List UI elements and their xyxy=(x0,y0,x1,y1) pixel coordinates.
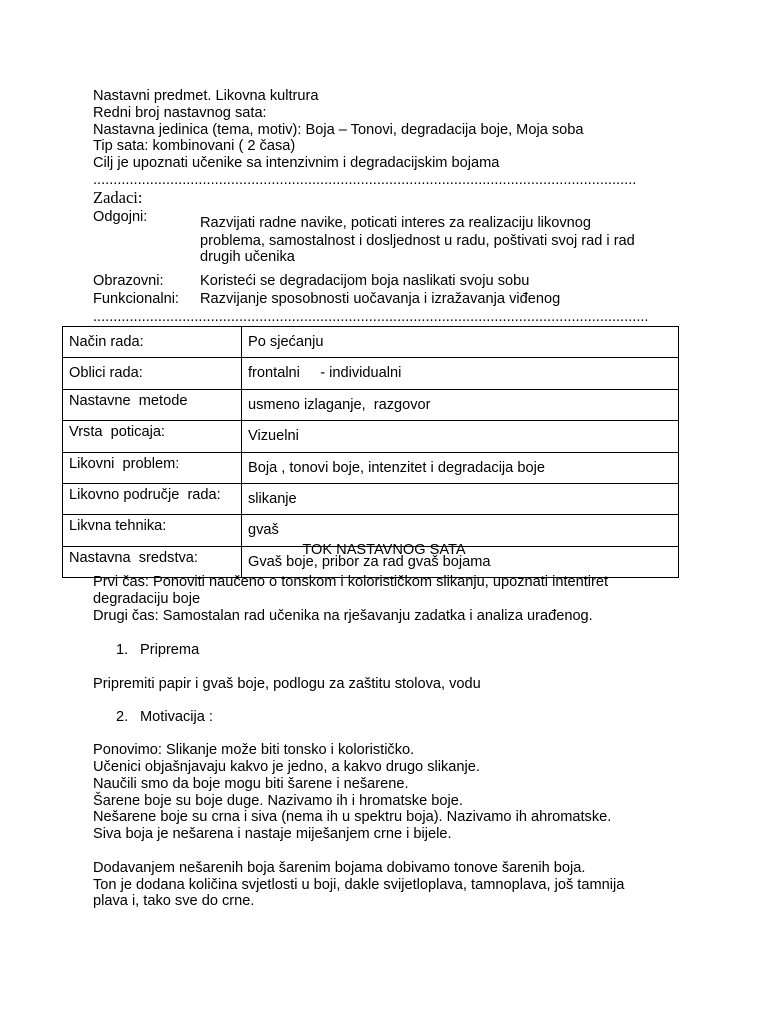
instructional-text: Koristeći se degradacijom boja naslikati svoju sobu xyxy=(200,273,530,289)
adding-line: Dodavanjem nešarenih boja šarenim bojama dobivamo tonove šarenih boja. xyxy=(93,860,586,876)
table-row xyxy=(63,358,679,389)
educational-text-line: Razvijati radne navike, poticati interes za realizaciju likovnog xyxy=(200,215,591,231)
adding-line: Ton je dodana količina svjetlosti u boji, dakle svijetloplava, tamnoplava, još tamnija xyxy=(93,877,625,893)
motivation-line: Naučili smo da boje mogu biti šarene i nešarene. xyxy=(93,776,409,792)
adding-line: plava i, tako sve do crne. xyxy=(93,893,255,909)
lesson-info-table xyxy=(62,326,679,578)
instructional-label: Obrazovni: xyxy=(93,273,164,289)
table-label: Nastavne metode xyxy=(63,389,242,420)
motivation-line: Siva boja je nešarena i nastaje miješanjem crne i bijele. xyxy=(93,826,452,842)
table-value: Gvaš boje, pribor za rad gvaš bojama xyxy=(242,546,679,577)
section-title: TOK NASTAVNOG SATA xyxy=(302,542,466,558)
table-row xyxy=(63,389,679,420)
first-class-text: Prvi čas: Ponoviti naučeno o tonskom i kolorističkom slikanju, upoznati intentiret xyxy=(93,574,609,590)
list-number: 1. xyxy=(116,642,129,658)
goal-line: Cilj je upoznati učenike sa intenzivnim i degradacijskim bojama xyxy=(93,155,500,171)
step-preparation: Priprema xyxy=(140,642,200,658)
preparation-text: Pripremiti papir i gvaš boje, podlogu za zaštitu stolova, vodu xyxy=(93,676,481,692)
list-number: 2. xyxy=(116,709,129,725)
table-label: Likvna tehnika: xyxy=(63,515,242,546)
table-label: Oblici rada: xyxy=(63,358,242,389)
table-value: slikanje xyxy=(242,483,679,514)
motivation-line: Učenici objašnjavaju kakvo je jedno, a kakvo drugo slikanje. xyxy=(93,759,480,775)
table-value: frontalni - individualni xyxy=(242,358,679,389)
motivation-line: Ponovimo: Slikanje može biti tonsko i kolorističko. xyxy=(93,742,415,758)
table-row xyxy=(63,483,679,514)
second-class-text: Drugi čas: Samostalan rad učenika na rješavanju zadatka i analiza urađenog. xyxy=(93,608,593,624)
educational-label: Odgojni: xyxy=(93,209,148,225)
table-row xyxy=(63,452,679,483)
table-value: Vizuelni xyxy=(242,421,679,452)
tasks-heading: Zadaci: xyxy=(93,188,143,207)
motivation-line: Nešarene boje su crna i siva (nema ih u spektru boja). Nazivamo ih ahromatske. xyxy=(93,809,612,825)
table-value: Boja , tonovi boje, intenzitet i degradacija boje xyxy=(242,452,679,483)
table-value: Po sjećanju xyxy=(242,327,679,358)
table-value: usmeno izlaganje, razgovor xyxy=(242,389,679,420)
table-label: Nastavna sredstva: xyxy=(63,546,242,577)
table-label: Vrsta poticaja: xyxy=(63,421,242,452)
table-value: gvaš xyxy=(242,515,679,546)
dotted-separator: ......................................................................................................................................... xyxy=(93,309,649,325)
educational-text-line: drugih učenika xyxy=(200,249,295,265)
table-label: Likovni problem: xyxy=(63,452,242,483)
table-row xyxy=(63,421,679,452)
motivation-line: Šarene boje su boje duge. Nazivamo ih i hromatske boje. xyxy=(93,793,463,809)
table-row xyxy=(63,327,679,358)
teaching-unit-line: Nastavna jedinica (tema, motiv): Boja – Tonovi, degradacija boje, Moja soba xyxy=(93,122,584,138)
table-label: Način rada: xyxy=(63,327,242,358)
step-motivation: Motivacija : xyxy=(140,709,213,725)
first-class-text: degradaciju boje xyxy=(93,591,201,607)
dotted-separator: ...................................................................................................................................... xyxy=(93,172,637,188)
subject-line: Nastavni predmet. Likovna kultrura xyxy=(93,88,319,104)
lesson-type-line: Tip sata: kombinovani ( 2 časa) xyxy=(93,138,296,154)
educational-text-line: problema, samostalnost i dosljednost u radu, poštivati svoj rad i rad xyxy=(200,233,635,249)
functional-text: Razvijanje sposobnosti uočavanja i izražavanja viđenog xyxy=(200,291,561,307)
table-label: Likovno područje rada: xyxy=(63,483,242,514)
functional-label: Funkcionalni: xyxy=(93,291,179,307)
lesson-number-line: Redni broj nastavnog sata: xyxy=(93,105,267,121)
